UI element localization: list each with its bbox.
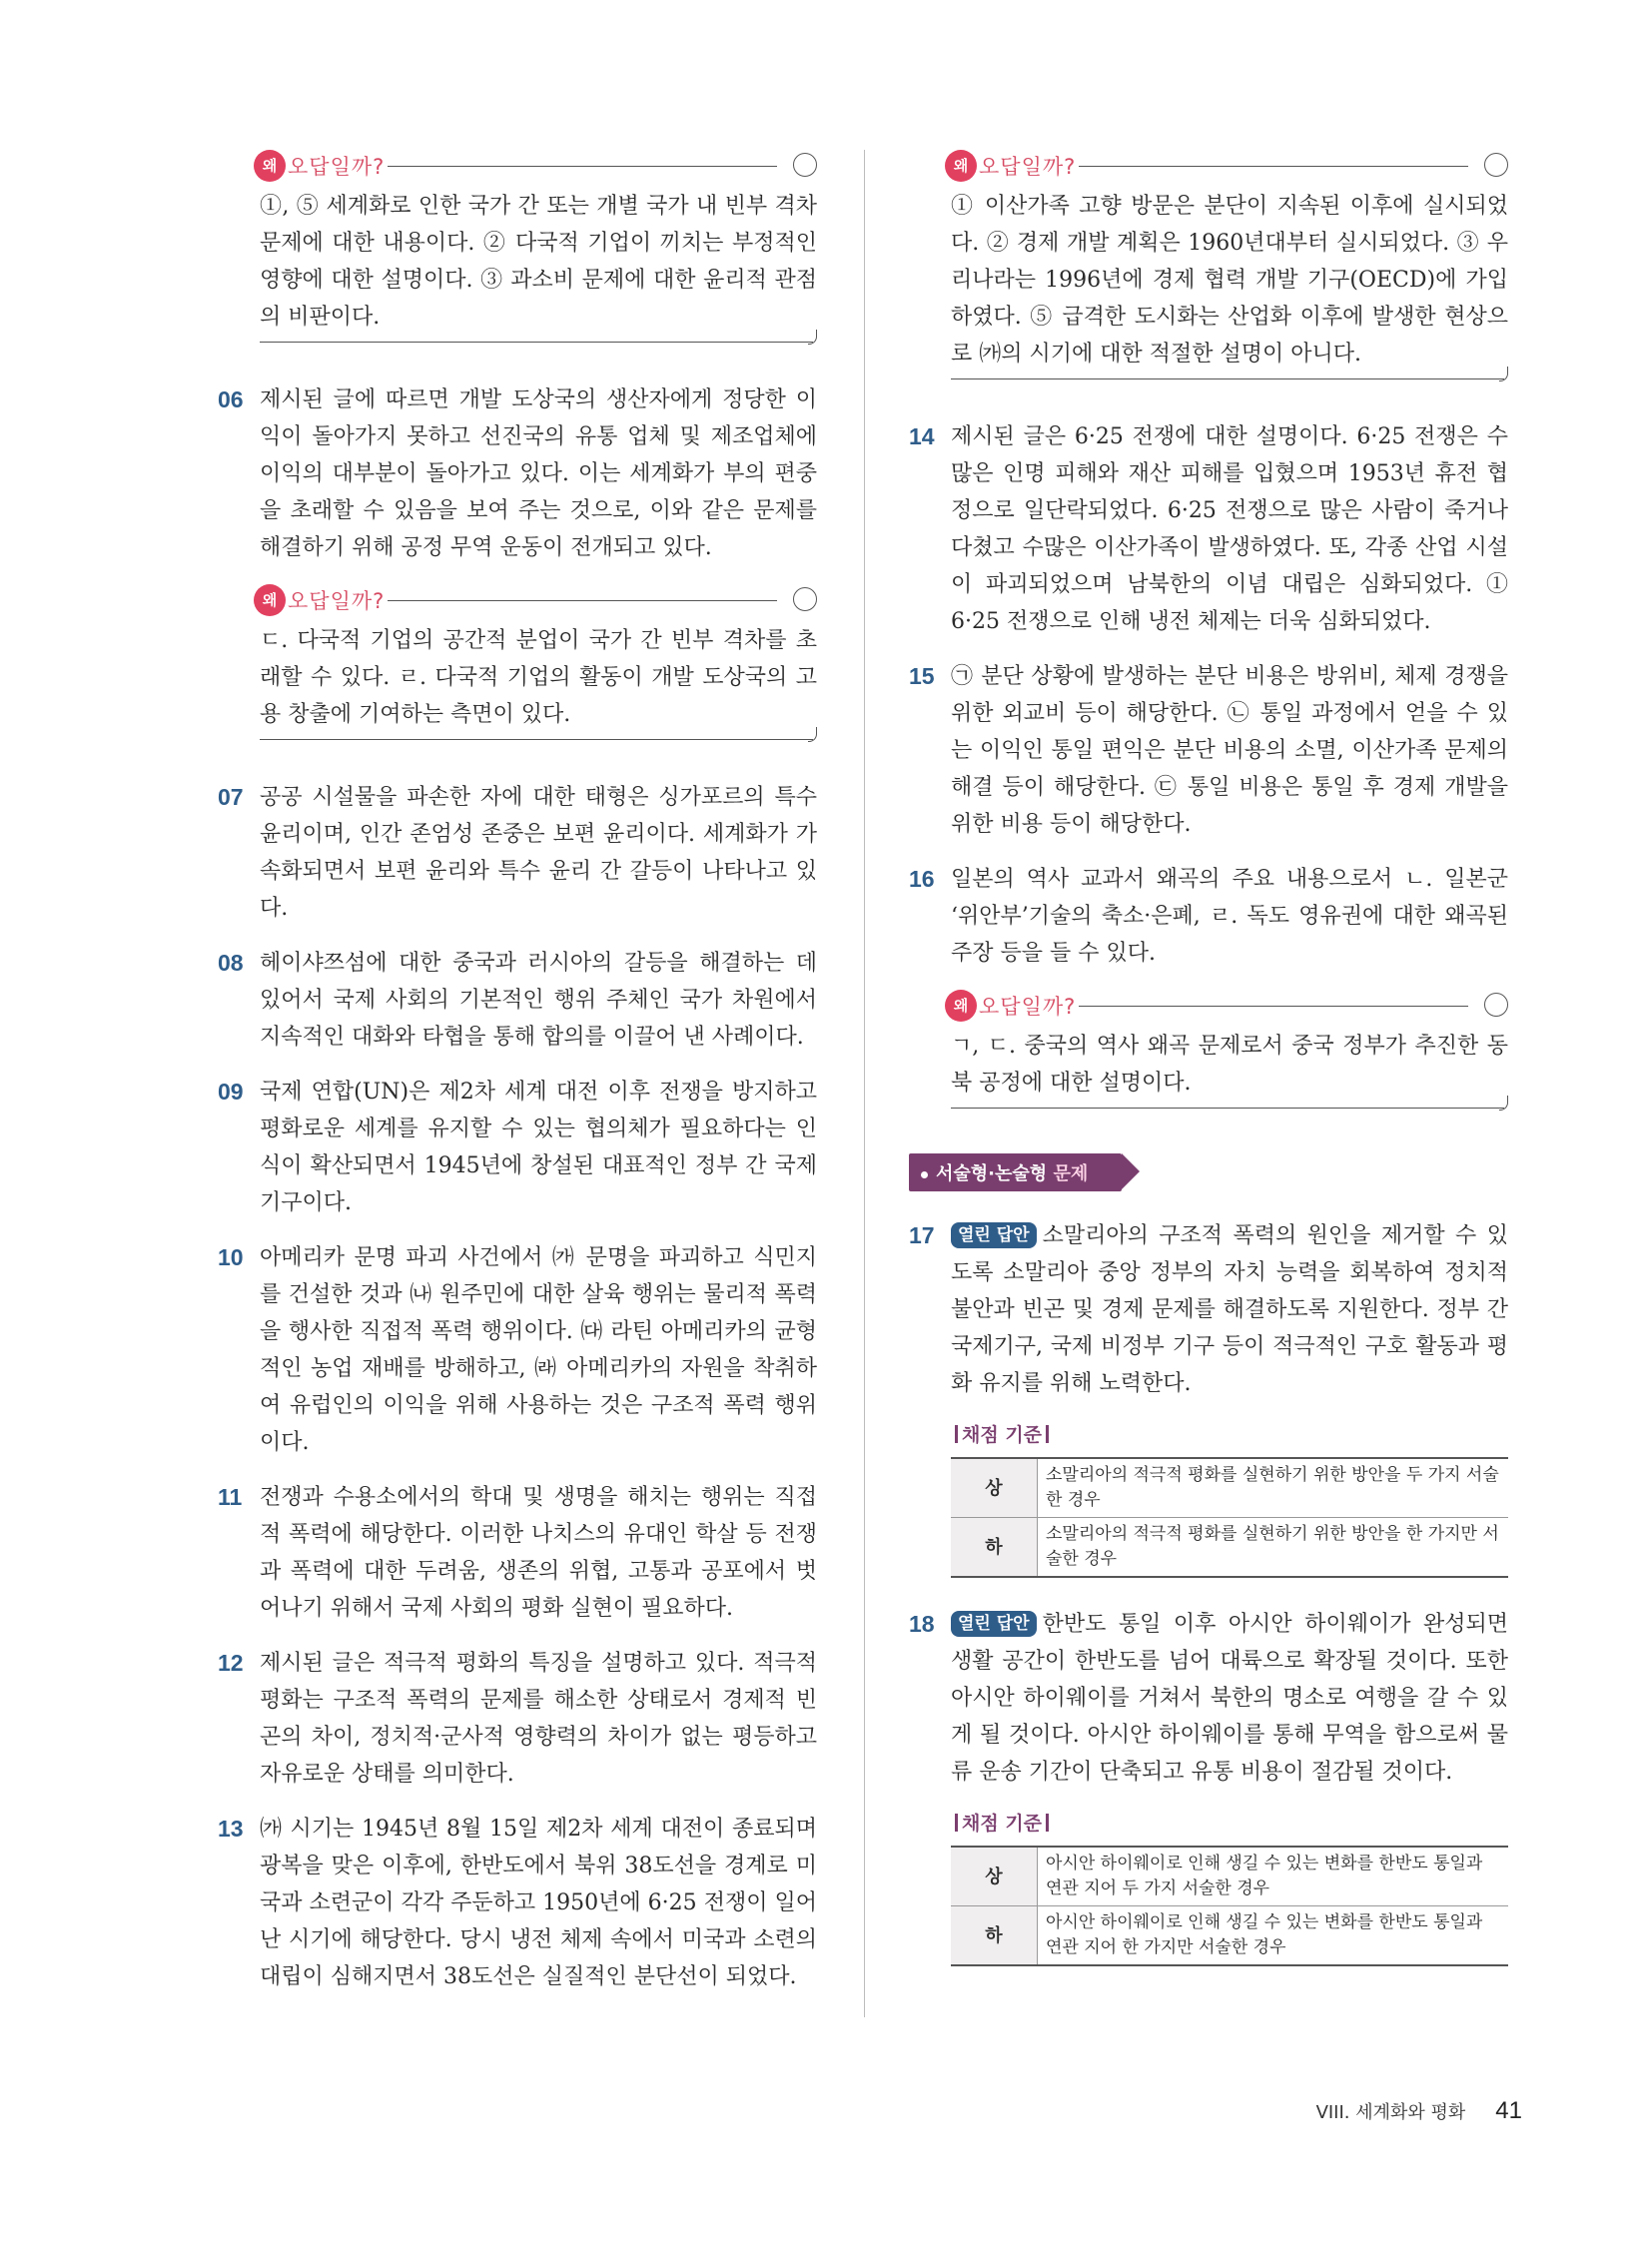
criteria-title: 채점 기준 xyxy=(951,1420,1508,1447)
item-number: 09 xyxy=(218,1079,244,1105)
item-number: 06 xyxy=(218,386,244,412)
why-wrong-box xyxy=(218,150,817,352)
why-wrong-box xyxy=(909,150,1508,388)
criteria-row xyxy=(951,1458,1508,1518)
item-text: ㈎ 시기는 1945년 8월 15일 제2차 세계 대전이 종료되며 광복을 맞은 이후에, 한반도에서 북위 38도선을 경계로 미국과 소련군이 각각 주둔하고 1950년에 6·25 전쟁이 일어난 시기에 해당한다. 당시 냉전 체제 속에서 미국과 소련의 대립이 심해지면서 38도선은 실질적인 분단선이 되었다. xyxy=(260,1817,817,1989)
criteria-desc: 소말리아의 적극적 평화를 실현하기 위한 방안을 두 가지 서술한 경우 xyxy=(1038,1458,1509,1518)
curl-icon xyxy=(793,153,817,177)
criteria-row xyxy=(951,1906,1508,1966)
item-text: 한반도 통일 이후 아시안 하이웨이가 완성되면 생활 공간이 한반도를 넘어 대륙으로 확장될 것이다. 또한 아시안 하이웨이를 거쳐서 북한의 명소로 여행을 갈 수 있게 될 것이다. 아시안 하이웨이를 통해 무역을 함으로써 물류 운송 기간이 단축되고 유통 비용이 절감될 것이다. xyxy=(951,1612,1508,1785)
item-number: 18 xyxy=(909,1611,935,1637)
chapter-title: VIII. 세계화와 평화 xyxy=(1315,2102,1466,2123)
curl-icon xyxy=(793,587,817,611)
item-text: 공공 시설물을 파손한 자에 대한 태형은 싱가포르의 특수 윤리이며, 인간 존엄성 존중은 보편 윤리이다. 세계화가 가속화되면서 보편 윤리와 특수 윤리 간 갈등이 나타나고 있다. xyxy=(260,785,817,921)
grade-cell: 하 xyxy=(951,1518,1038,1578)
why-wrong-text: ㄱ, ㄷ. 중국의 역사 왜곡 문제로서 중국 정부가 추진한 동북 공정에 대한 설명이다. xyxy=(951,1034,1508,1096)
grade-cell: 하 xyxy=(951,1906,1038,1966)
criteria-desc: 소말리아의 적극적 평화를 실현하기 위한 방안을 한 가지만 서술한 경우 xyxy=(1038,1518,1509,1578)
item-number: 17 xyxy=(909,1222,935,1248)
answer-item xyxy=(909,658,1508,843)
left-column xyxy=(218,150,817,2013)
item-text: 국제 연합(UN)은 제2차 세계 대전 이후 전쟁을 방지하고 평화로운 세계를 유지할 수 있는 협의체가 필요하다는 인식이 확산되면서 1945년에 창설된 대표적인 정부 간 국제기구이다. xyxy=(260,1080,817,1215)
criteria-title: 채점 기준 xyxy=(951,1809,1508,1836)
criteria-row xyxy=(951,1847,1508,1906)
criteria-table xyxy=(951,1457,1508,1578)
item-text: 아메리카 문명 파괴 사건에서 ㈎ 문명을 파괴하고 식민지를 건설한 것과 ㈏ 원주민에 대한 살육 행위는 물리적 폭력을 행사한 직접적 폭력 행위이다. ㈐ 라틴 아메리카의 균형적인 농업 재배를 방해하고, ㈑ 아메리카의 자원을 착취하여 유럽인의 이익을 위해 사용하는 것은 구조적 폭력 행위이다. xyxy=(260,1245,817,1455)
item-number: 10 xyxy=(218,1244,244,1270)
curl-icon xyxy=(1484,153,1508,177)
criteria-row xyxy=(951,1518,1508,1578)
criteria-desc: 아시안 하이웨이로 인해 생길 수 있는 변화를 한반도 통일과 연관 지어 한 가지만 서술한 경우 xyxy=(1038,1906,1509,1966)
criteria-table xyxy=(951,1846,1508,1966)
answer-item xyxy=(218,1811,817,1995)
right-column xyxy=(909,150,1508,1994)
why-wrong-text: ㄷ. 다국적 기업의 공간적 분업이 국가 간 빈부 격차를 초래할 수 있다. ㄹ. 다국적 기업의 활동이 개발 도상국의 고용 창출에 기여하는 측면이 있다. xyxy=(260,628,817,727)
answer-item xyxy=(218,945,817,1056)
item-number: 08 xyxy=(218,950,244,976)
page-footer xyxy=(1316,2097,1522,2125)
item-number: 11 xyxy=(218,1484,243,1510)
open-answer-badge: 열린 답안 xyxy=(951,1222,1037,1248)
answer-item xyxy=(218,381,817,566)
grade-cell: 상 xyxy=(951,1847,1038,1906)
open-answer-badge: 열린 답안 xyxy=(951,1611,1037,1637)
criteria-desc: 아시안 하이웨이로 인해 생길 수 있는 변화를 한반도 통일과 연관 지어 두 가지 서술한 경우 xyxy=(1038,1847,1509,1906)
answer-item xyxy=(218,779,817,927)
item-text: 제시된 글에 따르면 개발 도상국의 생산자에게 정당한 이익이 돌아가지 못하고 선진국의 유통 업체 및 제조업체에 이익의 대부분이 돌아가고 있다. 이는 세계화가 부의 편중을 초래할 수 있음을 보여 주는 것으로, 이와 같은 문제를 해결하기 위해 공정 무역 운동이 전개되고 있다. xyxy=(260,387,817,560)
why-wrong-label: 왜 오답일까? xyxy=(254,584,385,616)
item-text: 일본의 역사 교과서 왜곡의 주요 내용으로서 ㄴ. 일본군 ‘위안부’기술의 축소·은폐, ㄹ. 독도 영유권에 대한 왜곡된 주장 등을 들 수 있다. xyxy=(951,867,1508,966)
why-wrong-label: 왜 오답일까? xyxy=(945,990,1076,1022)
item-number: 16 xyxy=(909,866,935,892)
answer-item xyxy=(909,861,1508,972)
answer-item xyxy=(218,1479,817,1627)
item-text: 제시된 글은 6·25 전쟁에 대한 설명이다. 6·25 전쟁은 수많은 인명 피해와 재산 피해를 입혔으며 1953년 휴전 협정으로 일단락되었다. 6·25 전쟁으로 많은 사람이 죽거나 다쳤고 수많은 이산가족이 발생하였다. 또, 각종 산업 시설이 파괴되었으며 남북한의 이념 대립은 심화되었다. ① 6·25 전쟁으로 인해 냉전 체제는 더욱 심화되었다. xyxy=(951,424,1508,634)
why-wrong-text: ①, ⑤ 세계화로 인한 국가 간 또는 개별 국가 내 빈부 격차 문제에 대한 내용이다. ② 다국적 기업이 끼치는 부정적인 영향에 대한 설명이다. ③ 과소비 문제에 대한 윤리적 관점의 비판이다. xyxy=(260,194,817,330)
item-number: 07 xyxy=(218,784,244,810)
answer-item xyxy=(909,1217,1508,1402)
item-text: 헤이샤쯔섬에 대한 중국과 러시아의 갈등을 해결하는 데 있어서 국제 사회의 기본적인 행위 주체인 국가 차원에서 지속적인 대화와 타협을 통해 합의를 이끌어 낸 사례이다. xyxy=(260,951,817,1050)
section-tag: 서술형·논술형 문제 xyxy=(909,1153,1122,1191)
item-number: 12 xyxy=(218,1650,244,1676)
grade-cell: 상 xyxy=(951,1458,1038,1518)
column-divider xyxy=(864,150,865,2017)
item-text: 소말리아의 구조적 폭력의 원인을 제거할 수 있도록 소말리아 중앙 정부의 자치 능력을 회복하여 정치적 불안과 빈곤 및 경제 문제를 해결하도록 지원한다. 정부 간 국제기구, 국제 비정부 기구 등이 적극적인 구호 활동과 평화 유지를 위해 노력한다. xyxy=(951,1223,1508,1396)
answer-item xyxy=(909,418,1508,640)
item-number: 14 xyxy=(909,423,935,449)
why-wrong-text: ① 이산가족 고향 방문은 분단이 지속된 이후에 실시되었다. ② 경제 개발 계획은 1960년대부터 실시되었다. ③ 우리나라는 1996년에 경제 협력 개발 기구(OECD)에 가입하였다. ⑤ 급격한 도시화는 산업화 이후에 발생한 현상으로 ㈎의 시기에 대한 적절한 설명이 아니다. xyxy=(951,194,1508,367)
page-number: 41 xyxy=(1495,2097,1522,2124)
item-text: 전쟁과 수용소에서의 학대 및 생명을 해치는 행위는 직접적 폭력에 해당한다. 이러한 나치스의 유대인 학살 등 전쟁과 폭력에 대한 두려움, 생존의 위협, 고통과 공포에서 벗어나기 위해서 국제 사회의 평화 실현이 필요하다. xyxy=(260,1485,817,1621)
item-number: 13 xyxy=(218,1816,244,1842)
bullet-icon xyxy=(921,1171,928,1178)
item-text: ㉠ 분단 상황에 발생하는 분단 비용은 방위비, 체제 경쟁을 위한 외교비 등이 해당한다. ㉡ 통일 과정에서 얻을 수 있는 이익인 통일 편익은 분단 비용의 소멸, 이산가족 문제의 해결 등이 해당한다. ㉢ 통일 비용은 통일 후 경제 개발을 위한 비용 등이 해당한다. xyxy=(951,664,1508,837)
answer-item xyxy=(218,1239,817,1461)
item-text: 제시된 글은 적극적 평화의 특징을 설명하고 있다. 적극적 평화는 구조적 폭력의 문제를 해소한 상태로서 경제적 빈곤의 차이, 정치적·군사적 영향력의 차이가 없는 평등하고 자유로운 상태를 의미한다. xyxy=(260,1651,817,1787)
why-wrong-box xyxy=(218,584,817,749)
answer-item xyxy=(909,1606,1508,1791)
answer-item xyxy=(218,1645,817,1793)
curl-icon xyxy=(1484,993,1508,1017)
why-wrong-box xyxy=(909,990,1508,1118)
why-wrong-label: 왜 오답일까? xyxy=(945,150,1076,182)
why-wrong-label: 왜 오답일까? xyxy=(254,150,385,182)
answer-item xyxy=(218,1074,817,1221)
item-number: 15 xyxy=(909,663,935,689)
